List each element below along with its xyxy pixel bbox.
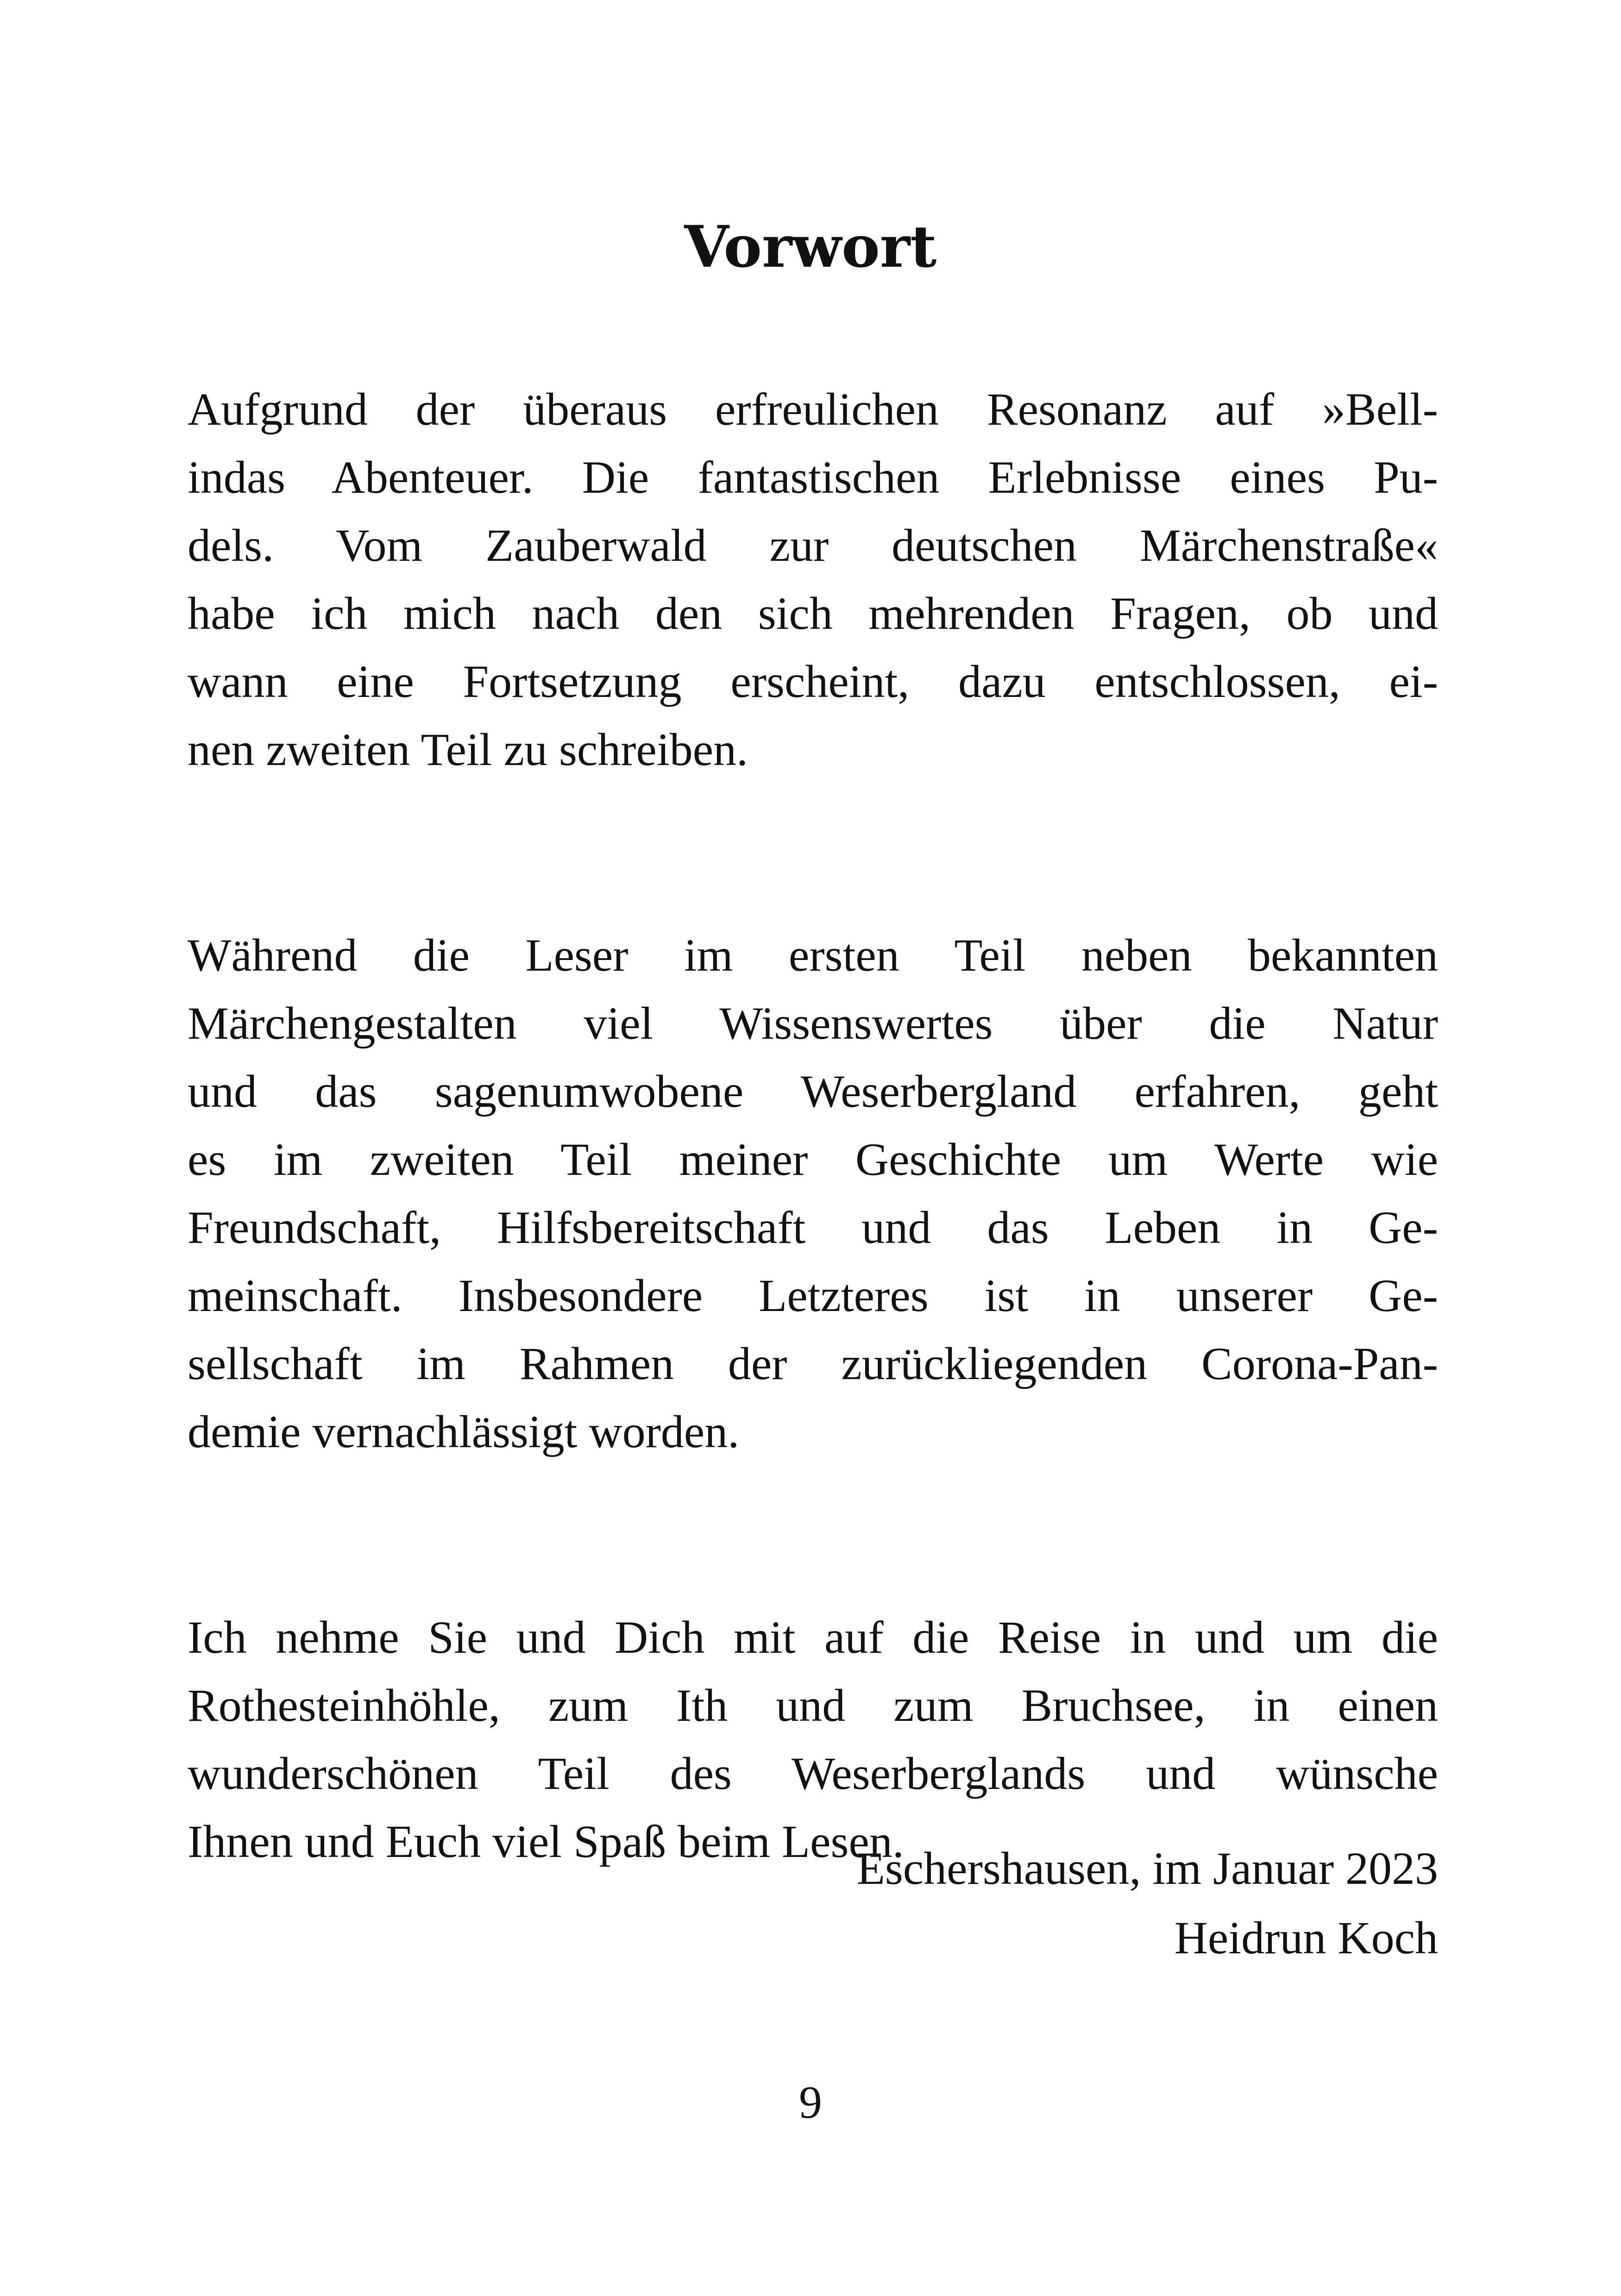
text-line: Während die Leser im ersten Teil neben bekannten [188, 929, 1438, 981]
page-title: Vorwort [684, 213, 937, 281]
text-line: Freundschaft, Hilfsbereitschaft und das Leben in Ge- [188, 1202, 1438, 1253]
text-line: Aufgrund der überaus erfreulichen Resonanz auf »Bell- [188, 383, 1438, 435]
text-line: Märchengestalten viel Wissenswertes über die Natur [188, 997, 1438, 1049]
text-line: wann eine Fortsetzung erscheint, dazu entschlossen, ei- [188, 656, 1438, 707]
text-line: meinschaft. Insbesondere Letzteres ist in unserer Ge- [188, 1270, 1438, 1321]
page-number: 9 [799, 2076, 822, 2128]
text-line: demie vernachlässigt worden. [188, 1406, 740, 1457]
text-line: sellschaft im Rahmen der zurückliegenden Corona-Pan- [188, 1338, 1438, 1389]
text-line: Rothesteinhöhle, zum Ith und zum Bruchsee, in einen [188, 1680, 1438, 1731]
author-name: Heidrun Koch [1174, 1912, 1438, 1964]
paragraph-1 [188, 375, 1438, 784]
text-line: indas Abenteuer. Die fantastischen Erlebnisse eines Pu- [188, 452, 1438, 503]
text-line: es im zweiten Teil meiner Geschichte um Werte wie [188, 1134, 1438, 1185]
text-line: Ihnen und Euch viel Spaß beim Lesen. [188, 1816, 904, 1867]
text-line: habe ich mich nach den sich mehrenden Fragen, ob und [188, 588, 1438, 639]
place-date: Eschershausen, im Januar 2023 [856, 1843, 1438, 1894]
preface-body [188, 375, 1438, 2013]
text-line: Ich nehme Sie und Dich mit auf die Reise in und um die [188, 1612, 1438, 1663]
text-line: und das sagenumwobene Weserbergland erfahren, geht [188, 1066, 1438, 1117]
signature-block [857, 1834, 1438, 1973]
text-line: dels. Vom Zauberwald zur deutschen Märchenstraße« [188, 520, 1438, 571]
text-line: wunderschönen Teil des Weserberglands und wünsche [188, 1748, 1438, 1799]
text-line: nen zweiten Teil zu schreiben. [188, 724, 748, 775]
paragraph-2 [188, 921, 1438, 1466]
